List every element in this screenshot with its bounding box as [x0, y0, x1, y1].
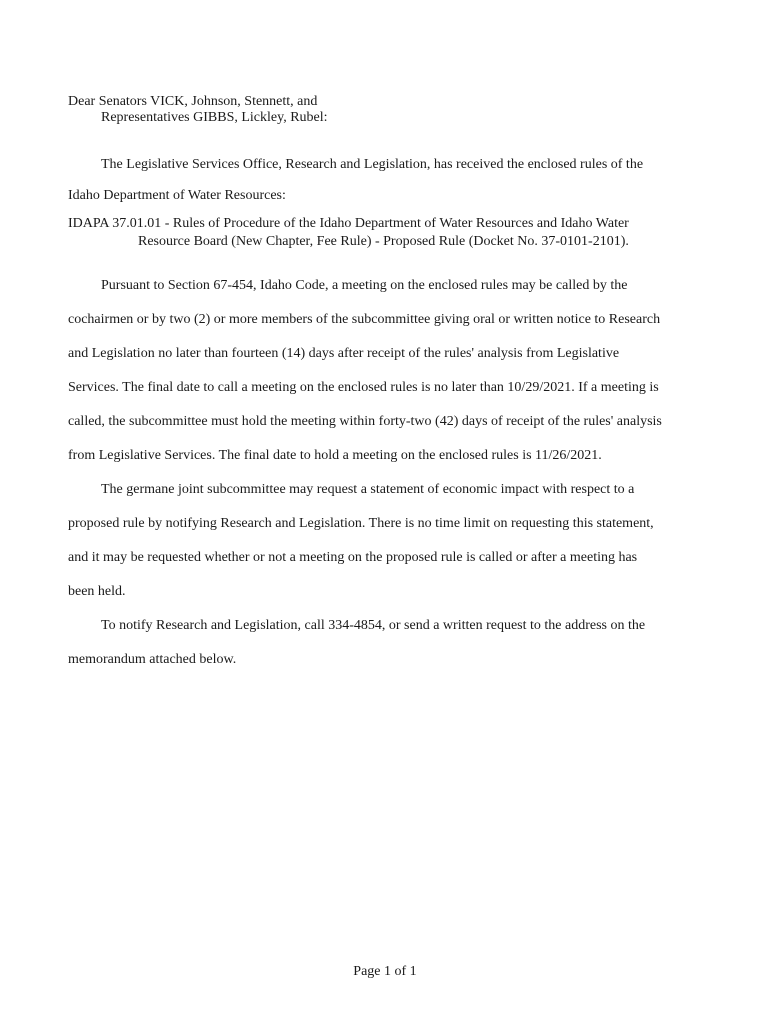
paragraph-contact [68, 618, 708, 686]
paragraph-line: memorandum attached below. [68, 652, 237, 667]
paragraph-economic-impact [68, 482, 708, 618]
paragraph-line: been held. [68, 584, 126, 599]
paragraph-line: proposed rule by notifying Research and Legislation. There is no time limit on requesting this statement, [68, 516, 654, 531]
rule-title-line-2: Resource Board (New Chapter, Fee Rule) - Proposed Rule (Docket No. 37-0101-2101). [138, 234, 629, 249]
page-number: Page 1 of 1 [353, 964, 417, 979]
rule-title-line-1: IDAPA 37.01.01 - Rules of Procedure of the Idaho Department of Water Resources and Idaho Water [68, 216, 629, 231]
paragraph-line: Services. The final date to call a meeting on the enclosed rules is no later than 10/29/2021. If a meeting is [68, 380, 659, 395]
paragraph-line: The germane joint subcommittee may request a statement of economic impact with respect to a [101, 482, 635, 497]
paragraph-line: cochairmen or by two (2) or more members of the subcommittee giving oral or written notice to Research [68, 312, 661, 327]
salutation-line-1: Dear Senators VICK, Johnson, Stennett, and [68, 94, 318, 109]
salutation-line-2: Representatives GIBBS, Lickley, Rubel: [101, 110, 328, 125]
paragraph-meeting-notice [68, 278, 708, 482]
paragraph-line: Pursuant to Section 67-454, Idaho Code, a meeting on the enclosed rules may be called by the [101, 278, 628, 293]
page-footer [0, 964, 770, 980]
intro-line-2: Idaho Department of Water Resources: [68, 188, 286, 203]
intro-line-1: The Legislative Services Office, Research and Legislation, has received the enclosed rules of the [101, 157, 644, 172]
paragraph-line: and it may be requested whether or not a meeting on the proposed rule is called or after a meeting has [68, 550, 638, 565]
paragraph-line: called, the subcommittee must hold the meeting within forty-two (42) days of receipt of the rules' analysis [68, 414, 662, 429]
paragraph-line: and Legislation no later than fourteen (14) days after receipt of the rules' analysis from Legislative [68, 346, 620, 361]
paragraph-line: To notify Research and Legislation, call 334-4854, or send a written request to the address on the [101, 618, 646, 633]
paragraph-line: from Legislative Services. The final date to hold a meeting on the enclosed rules is 11/26/2021. [68, 448, 602, 463]
